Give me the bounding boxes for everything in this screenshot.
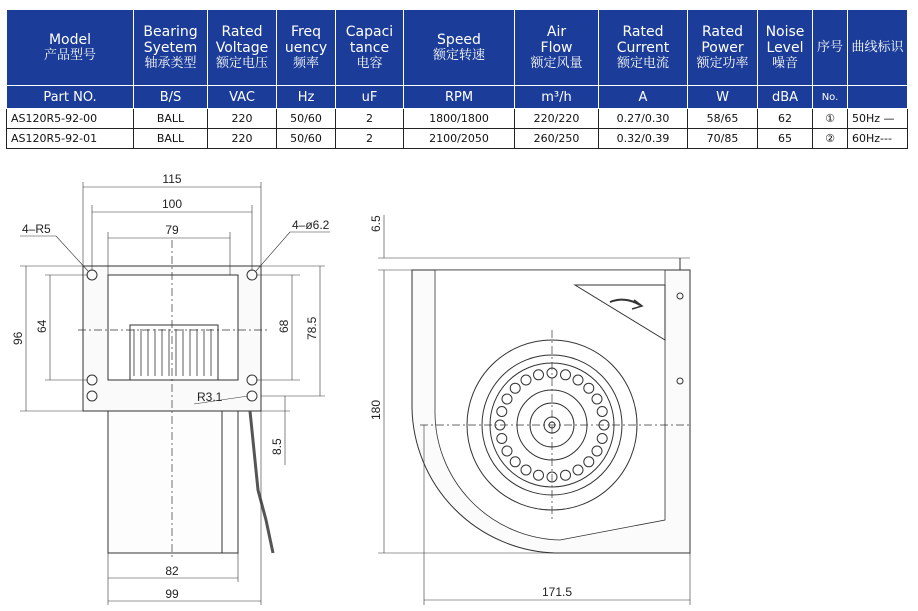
- dim-82: 82: [165, 564, 179, 578]
- table-cell: AS120R5-92-01: [7, 129, 134, 149]
- dim-180: 180: [369, 399, 383, 420]
- header-en-line: Speed: [437, 31, 481, 48]
- header-cn: 序号: [816, 39, 843, 55]
- table-cell: 220: [208, 129, 277, 149]
- header-en-line: Bearing: [143, 23, 198, 40]
- header-en-line: Current: [616, 39, 670, 56]
- dim-115: 115: [162, 172, 182, 186]
- table-cell: ②: [813, 129, 848, 149]
- header-cn: 曲线标识: [851, 39, 904, 55]
- unit-cell: RPM: [404, 86, 515, 109]
- unit-cell: VAC: [208, 86, 277, 109]
- header-en-line: Syetem: [143, 39, 198, 56]
- table-cell: ①: [813, 109, 848, 129]
- table-cell: 2100/2050: [404, 129, 515, 149]
- header-en-line: Rated: [622, 23, 664, 40]
- unit-cell: W: [688, 86, 758, 109]
- header-cn: 轴承类型: [144, 55, 197, 71]
- table-cell: 0.27/0.30: [599, 109, 688, 129]
- table-cell: AS120R5-92-00: [7, 109, 134, 129]
- table-cell: 2: [336, 129, 404, 149]
- table-cell: BALL: [134, 129, 208, 149]
- table-cell: 2: [336, 109, 404, 129]
- header-cn: 噪音: [771, 55, 798, 71]
- table-cell: 220: [208, 109, 277, 129]
- header-en-line: Model: [48, 31, 92, 48]
- header-cn: 频率: [292, 55, 319, 71]
- header-en-line: Capaci: [345, 23, 394, 40]
- dim-hole: 4–ø6.2: [292, 218, 330, 232]
- header-cn: 额定电压: [215, 55, 268, 71]
- table-cell: 50/60: [277, 129, 336, 149]
- unit-cell: Part NO.: [7, 86, 134, 109]
- table-cell: 60Hz---: [848, 129, 908, 149]
- unit-cell: dBA: [758, 86, 813, 109]
- header-en-line: Air: [546, 23, 567, 40]
- unit-cell: No.: [813, 86, 848, 109]
- dim-99: 99: [165, 587, 179, 601]
- table-cell: 65: [758, 129, 813, 149]
- header-en-line: Flow: [540, 39, 573, 56]
- front-view: [20, 182, 330, 605]
- header-en-line: uency: [284, 39, 328, 56]
- dim-r5: 4–R5: [22, 222, 51, 236]
- table-cell: BALL: [134, 109, 208, 129]
- header-en-line: Rated: [221, 23, 263, 40]
- side-view: [378, 215, 690, 605]
- header-en-line: Level: [766, 39, 804, 56]
- table-cell: 62: [758, 109, 813, 129]
- header-cn: 额定功率: [696, 55, 749, 71]
- dim-96: 96: [11, 331, 25, 345]
- header-cn: 额定转速: [432, 47, 485, 63]
- header-en-line: Rated: [702, 23, 743, 40]
- table-cell: 260/250: [515, 129, 599, 149]
- header-en-line: Noise: [765, 23, 805, 40]
- header-cn: 电容: [356, 55, 383, 71]
- table-cell: 70/85: [688, 129, 758, 149]
- dim-785: 78.5: [305, 316, 319, 340]
- header-cn: 额定电流: [616, 55, 669, 71]
- header-en-line: Freq: [291, 23, 321, 40]
- dim-68: 68: [277, 319, 291, 333]
- dim-64: 64: [35, 319, 49, 333]
- table-cell: 58/65: [688, 109, 758, 129]
- unit-cell: A: [599, 86, 688, 109]
- table-cell: 50/60: [277, 109, 336, 129]
- table-cell: 50Hz —: [848, 109, 908, 129]
- dim-r31: R3.1: [197, 390, 223, 404]
- dim-100: 100: [161, 197, 183, 211]
- table-cell: 220/220: [515, 109, 599, 129]
- table-cell: 0.32/0.39: [599, 129, 688, 149]
- header-cn: 额定风量: [530, 55, 583, 71]
- header-en-line: Voltage: [215, 39, 269, 56]
- unit-cell: uF: [336, 86, 404, 109]
- dim-65: 6.5: [369, 215, 383, 232]
- unit-cell: B/S: [134, 86, 208, 109]
- dim-1715: 171.5: [541, 585, 573, 599]
- unit-cell: m³/h: [515, 86, 599, 109]
- dim-79: 79: [165, 223, 179, 237]
- header-en-line: tance: [349, 39, 390, 56]
- header-cn: 产品型号: [43, 47, 96, 63]
- table-cell: 1800/1800: [404, 109, 515, 129]
- dim-85: 8.5: [270, 438, 284, 455]
- unit-cell: Hz: [277, 86, 336, 109]
- header-en-line: Power: [701, 39, 744, 56]
